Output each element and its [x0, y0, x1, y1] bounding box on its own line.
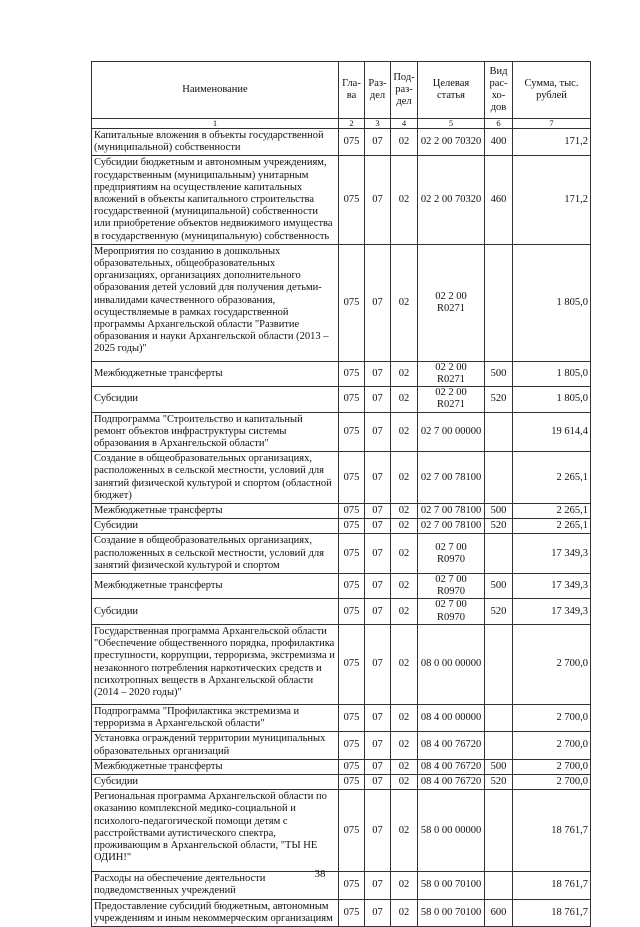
row-sum: 171,2: [513, 129, 591, 156]
row-razdel: 07: [365, 774, 391, 789]
row-name: Подпрограмма "Профилактика экстремизма и терроризма в Архангельской области": [92, 704, 339, 731]
row-vid: 600: [485, 899, 513, 926]
table-row: [92, 624, 591, 704]
row-podrazdel: 02: [391, 129, 418, 156]
row-razdel: 07: [365, 504, 391, 519]
row-target: 02 2 00 70320: [418, 129, 485, 156]
row-razdel: 07: [365, 452, 391, 504]
row-target: 58 0 00 70100: [418, 872, 485, 899]
row-podrazdel: 02: [391, 790, 418, 872]
row-glava: 075: [339, 504, 365, 519]
row-vid: [485, 732, 513, 759]
row-razdel: 07: [365, 599, 391, 624]
table-row: [92, 156, 591, 244]
row-vid: [485, 790, 513, 872]
row-vid: 460: [485, 156, 513, 244]
row-podrazdel: 02: [391, 599, 418, 624]
row-razdel: 07: [365, 872, 391, 899]
row-glava: 075: [339, 519, 365, 534]
row-sum: 18 761,7: [513, 790, 591, 872]
row-podrazdel: 02: [391, 412, 418, 452]
row-razdel: 07: [365, 704, 391, 731]
table-row: [92, 412, 591, 452]
header-glava: Гла-ва: [339, 62, 365, 119]
row-razdel: 07: [365, 129, 391, 156]
row-podrazdel: 02: [391, 872, 418, 899]
row-vid: 500: [485, 504, 513, 519]
row-target: 02 7 00 00000: [418, 412, 485, 452]
table-row: [92, 899, 591, 926]
row-vid: [485, 534, 513, 574]
row-target: 02 7 00 R0970: [418, 599, 485, 624]
header-target: Целевая статья: [418, 62, 485, 119]
row-sum: 2 265,1: [513, 519, 591, 534]
row-name: Межбюджетные трансферты: [92, 361, 339, 386]
table-row: [92, 704, 591, 731]
row-sum: 17 349,3: [513, 574, 591, 599]
table-header-row: [92, 62, 591, 119]
row-razdel: 07: [365, 790, 391, 872]
row-glava: 075: [339, 704, 365, 731]
budget-table-container: [91, 61, 590, 927]
row-target: 08 4 00 00000: [418, 704, 485, 731]
row-razdel: 07: [365, 574, 391, 599]
row-razdel: 07: [365, 759, 391, 774]
table-row: [92, 534, 591, 574]
row-vid: 520: [485, 774, 513, 789]
row-target: 08 4 00 76720: [418, 759, 485, 774]
row-vid: [485, 412, 513, 452]
row-target: 08 0 00 00000: [418, 624, 485, 704]
row-podrazdel: 02: [391, 244, 418, 361]
row-podrazdel: 02: [391, 759, 418, 774]
row-glava: 075: [339, 387, 365, 412]
row-name: Создание в общеобразовательных организациях, расположенных в сельской местности, условий для занятий физической культурой и спортом: [92, 534, 339, 574]
row-podrazdel: 02: [391, 899, 418, 926]
row-name: Мероприятия по созданию в дошкольных образовательных, общеобразовательных организациях, организациях дополнительного образования детей условий для получения детьми-инвалидами качественного образования, осуществляемые в рамках государственной программы Архангельской области "Развитие образования и науки Архангельской области (2013 – 2025 годы)": [92, 244, 339, 361]
row-podrazdel: 02: [391, 704, 418, 731]
row-target: 08 4 00 76720: [418, 774, 485, 789]
row-vid: [485, 452, 513, 504]
row-target: 02 2 00 R0271: [418, 387, 485, 412]
row-podrazdel: 02: [391, 504, 418, 519]
row-sum: 18 761,7: [513, 872, 591, 899]
row-glava: 075: [339, 156, 365, 244]
header-sum: Сумма, тыс. рублей: [513, 62, 591, 119]
row-name: Предоставление субсидий бюджетным, автономным учреждениям и иным некоммерческим организациям: [92, 899, 339, 926]
row-glava: 075: [339, 759, 365, 774]
table-row: [92, 599, 591, 624]
row-vid: 500: [485, 574, 513, 599]
row-name: Субсидии: [92, 774, 339, 789]
row-razdel: 07: [365, 412, 391, 452]
row-razdel: 07: [365, 519, 391, 534]
row-glava: 075: [339, 244, 365, 361]
table-row: [92, 244, 591, 361]
row-name: Межбюджетные трансферты: [92, 504, 339, 519]
row-glava: 075: [339, 872, 365, 899]
row-target: 02 2 00 R0271: [418, 361, 485, 386]
table-row: [92, 452, 591, 504]
row-vid: [485, 624, 513, 704]
row-target: 08 4 00 76720: [418, 732, 485, 759]
column-number: 7: [513, 119, 591, 129]
table-row: [92, 732, 591, 759]
row-glava: 075: [339, 412, 365, 452]
row-sum: 17 349,3: [513, 534, 591, 574]
table-row: [92, 387, 591, 412]
row-name: Государственная программа Архангельской области "Обеспечение общественного порядка, профилактика преступности, коррупции, терроризма, экстремизма и незаконного потребления наркотических средств и психотропных веществ в Архангельской области (2014 – 2020 годы)": [92, 624, 339, 704]
column-number-row: [92, 119, 591, 129]
column-number: 5: [418, 119, 485, 129]
row-vid: 500: [485, 759, 513, 774]
row-target: 58 0 00 00000: [418, 790, 485, 872]
row-name: Субсидии: [92, 599, 339, 624]
row-vid: 520: [485, 599, 513, 624]
row-sum: 18 761,7: [513, 899, 591, 926]
row-target: 02 2 00 R0271: [418, 244, 485, 361]
row-razdel: 07: [365, 244, 391, 361]
header-name: Наименование: [92, 62, 339, 119]
row-glava: 075: [339, 599, 365, 624]
row-target: 02 7 00 R0970: [418, 534, 485, 574]
row-name: Установка ограждений территории муниципальных образовательных организаций: [92, 732, 339, 759]
budget-table: [91, 61, 591, 927]
row-vid: [485, 704, 513, 731]
row-sum: 2 700,0: [513, 624, 591, 704]
row-podrazdel: 02: [391, 574, 418, 599]
row-name: Субсидии: [92, 519, 339, 534]
header-podrazdel: Под-раз-дел: [391, 62, 418, 119]
table-row: [92, 519, 591, 534]
table-body: [92, 129, 591, 927]
row-target: 02 7 00 78100: [418, 452, 485, 504]
row-target: 58 0 00 70100: [418, 899, 485, 926]
row-target: 02 7 00 78100: [418, 504, 485, 519]
column-number: 6: [485, 119, 513, 129]
row-razdel: 07: [365, 899, 391, 926]
row-sum: 2 700,0: [513, 774, 591, 789]
row-vid: 520: [485, 519, 513, 534]
row-glava: 075: [339, 774, 365, 789]
row-sum: 19 614,4: [513, 412, 591, 452]
row-razdel: 07: [365, 732, 391, 759]
row-name: Субсидии: [92, 387, 339, 412]
row-podrazdel: 02: [391, 156, 418, 244]
row-target: 02 7 00 R0970: [418, 574, 485, 599]
row-razdel: 07: [365, 361, 391, 386]
row-glava: 075: [339, 129, 365, 156]
row-glava: 075: [339, 624, 365, 704]
row-podrazdel: 02: [391, 361, 418, 386]
page-number: 38: [314, 868, 326, 880]
row-razdel: 07: [365, 624, 391, 704]
column-number: 1: [92, 119, 339, 129]
row-name: Создание в общеобразовательных организациях, расположенных в сельской местности, условий для занятий физической культурой и спортом (областной бюджет): [92, 452, 339, 504]
table-row: [92, 790, 591, 872]
row-name: Расходы на обеспечение деятельности подведомственных учреждений: [92, 872, 339, 899]
row-sum: 1 805,0: [513, 244, 591, 361]
row-name: Капитальные вложения в объекты государственной (муниципальной) собственности: [92, 129, 339, 156]
row-sum: 171,2: [513, 156, 591, 244]
row-podrazdel: 02: [391, 774, 418, 789]
column-number: 4: [391, 119, 418, 129]
row-podrazdel: 02: [391, 732, 418, 759]
row-name: Подпрограмма "Строительство и капитальный ремонт объектов инфраструктуры системы образования в Архангельской области": [92, 412, 339, 452]
row-sum: 2 265,1: [513, 452, 591, 504]
column-number: 2: [339, 119, 365, 129]
row-name: Межбюджетные трансферты: [92, 574, 339, 599]
row-podrazdel: 02: [391, 534, 418, 574]
row-podrazdel: 02: [391, 452, 418, 504]
row-glava: 075: [339, 361, 365, 386]
table-row: [92, 759, 591, 774]
row-vid: 500: [485, 361, 513, 386]
row-podrazdel: 02: [391, 624, 418, 704]
row-glava: 075: [339, 452, 365, 504]
column-number: 3: [365, 119, 391, 129]
row-name: Субсидии бюджетным и автономным учреждениям, государственным (муниципальным) унитарным предприятиям на осуществление капитальных вложений в объекты капитального строительства государственной (муниципальной) собственности или приобретение объектов недвижимого имущества в государственную (муниципальную) собственность: [92, 156, 339, 244]
header-razdel: Раз-дел: [365, 62, 391, 119]
row-razdel: 07: [365, 156, 391, 244]
table-row: [92, 504, 591, 519]
row-sum: 1 805,0: [513, 387, 591, 412]
row-podrazdel: 02: [391, 387, 418, 412]
row-podrazdel: 02: [391, 519, 418, 534]
table-row: [92, 361, 591, 386]
row-glava: 075: [339, 534, 365, 574]
row-name: Межбюджетные трансферты: [92, 759, 339, 774]
row-target: 02 7 00 78100: [418, 519, 485, 534]
table-row: [92, 574, 591, 599]
row-sum: 2 700,0: [513, 704, 591, 731]
row-razdel: 07: [365, 534, 391, 574]
row-glava: 075: [339, 899, 365, 926]
row-sum: 2 265,1: [513, 504, 591, 519]
table-row: [92, 129, 591, 156]
row-glava: 075: [339, 574, 365, 599]
row-sum: 17 349,3: [513, 599, 591, 624]
row-target: 02 2 00 70320: [418, 156, 485, 244]
row-sum: 1 805,0: [513, 361, 591, 386]
row-vid: 400: [485, 129, 513, 156]
row-name: Региональная программа Архангельской области по оказанию комплексной медико-социальной и психолого-педагогической помощи детям с расстройствами аутистического спектра, проживающим в Архангельской области, "ТЫ НЕ ОДИН!": [92, 790, 339, 872]
row-glava: 075: [339, 790, 365, 872]
row-vid: 520: [485, 387, 513, 412]
row-sum: 2 700,0: [513, 759, 591, 774]
row-glava: 075: [339, 732, 365, 759]
row-vid: [485, 244, 513, 361]
row-sum: 2 700,0: [513, 732, 591, 759]
row-razdel: 07: [365, 387, 391, 412]
table-row: [92, 774, 591, 789]
header-vid: Вид рас-хо-дов: [485, 62, 513, 119]
